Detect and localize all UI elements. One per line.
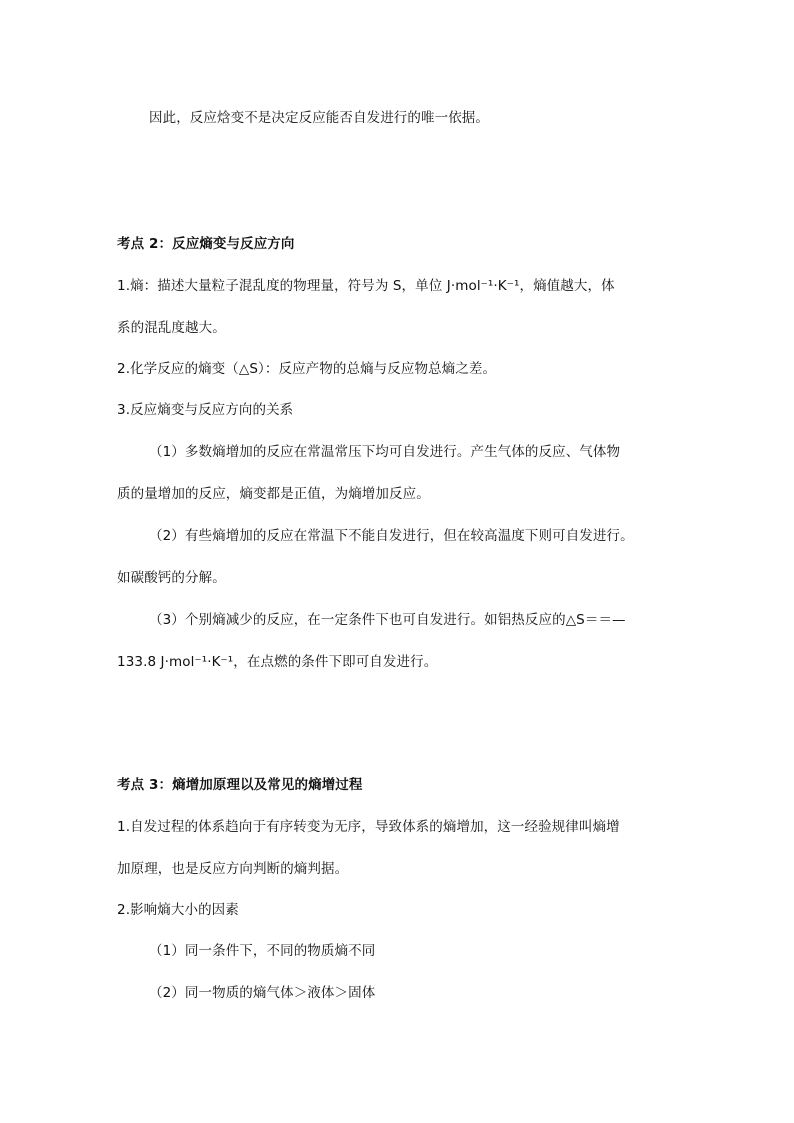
section-2-paragraph-3: 3.反应熵变与反应方向的关系 [117,402,294,418]
section-2-item-1-line-2: 质的量增加的反应，熵变都是正值，为熵增加反应。 [117,486,430,502]
section-3-paragraph-1-line-1: 1.自发过程的体系趋向于有序转变为无序，导致体系的熵增加，这一经验规律叫熵增 [117,819,620,835]
section-2-item-3-line-2: 133.8 J·mol⁻¹·K⁻¹，在点燃的条件下即可自发进行。 [117,654,438,670]
section-2-heading: 考点 2：反应熵变与反应方向 [117,236,295,252]
section-2-item-3-line-1: （3）个别熵减少的反应，在一定条件下也可自发进行。如铝热反应的△S＝＝— [149,612,626,628]
section-2-paragraph-1-line-1: 1.熵：描述大量粒子混乱度的物理量，符号为 S，单位 J·mol⁻¹·K⁻¹，熵值越大，体 [117,278,615,294]
section-2-paragraph-2: 2.化学反应的熵变（△S）：反应产物的总熵与反应物总熵之差。 [117,361,497,377]
section-2-item-2-line-1: （2）有些熵增加的反应在常温下不能自发进行，但在较高温度下则可自发进行。 [149,528,634,544]
section-2-item-2-line-2: 如碳酸钙的分解。 [117,570,226,586]
section-2-item-1-line-1: （1）多数熵增加的反应在常温常压下均可自发进行。产生气体的反应、气体物 [149,444,621,460]
section-3-paragraph-2: 2.影响熵大小的因素 [117,902,239,918]
intro-paragraph: 因此，反应焓变不是决定反应能否自发进行的唯一依据。 [149,110,489,126]
section-3-paragraph-1-line-2: 加原理，也是反应方向判断的熵判据。 [117,861,349,877]
section-3-item-2: （2）同一物质的熵气体＞液体＞固体 [149,985,376,1001]
section-3-item-1: （1）同一条件下，不同的物质熵不同 [149,943,376,959]
section-2-paragraph-1-line-2: 系的混乱度越大。 [117,320,226,336]
section-3-heading: 考点 3：熵增加原理以及常见的熵增过程 [117,777,363,793]
